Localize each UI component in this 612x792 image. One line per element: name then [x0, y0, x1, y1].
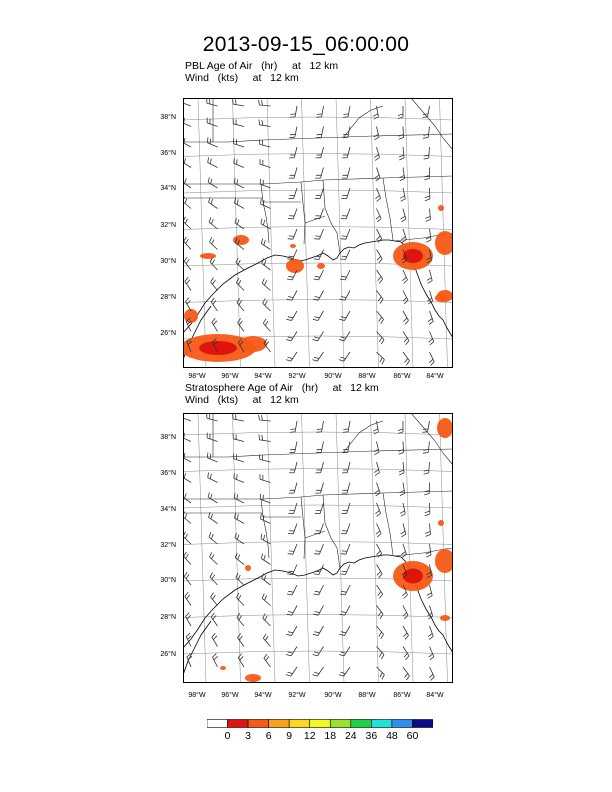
panel2-title-line1: Stratosphere Age of Air (hr) at 12 km: [185, 382, 379, 394]
wind-barb: [263, 299, 271, 311]
wind-barb: [343, 442, 351, 453]
panel1-map: [183, 98, 453, 368]
wind-barb: [211, 593, 218, 606]
panel2-lon-label: 94°W: [254, 692, 272, 699]
wind-barb: [342, 168, 350, 179]
wind-barb: [183, 217, 191, 229]
wind-barb: [403, 606, 408, 619]
wind-barb: [426, 229, 431, 242]
wind-barb: [427, 585, 432, 598]
colorbar-swatch: [269, 720, 290, 728]
wind-barb: [234, 473, 244, 482]
wind-barb: [183, 512, 191, 524]
wind-barb: [316, 421, 323, 432]
wind-barb: [339, 352, 350, 361]
colorbar-swatch: [412, 720, 433, 728]
wind-barb: [238, 633, 245, 646]
wind-barb: [263, 614, 271, 626]
wind-barb: [290, 421, 297, 432]
colorbar-swatch: [310, 720, 331, 728]
wind-barb: [399, 147, 404, 160]
wind-barb: [403, 647, 409, 660]
wind-barb: [261, 534, 271, 544]
wind-barb: [428, 626, 433, 640]
wind-barb: [403, 667, 410, 680]
wind-barb: [209, 217, 218, 229]
graticule: [183, 413, 453, 683]
wind-barb: [424, 147, 430, 159]
wind-barb: [208, 177, 217, 188]
wind-barb: [186, 613, 192, 626]
wind-barb: [312, 667, 323, 676]
wind-barb: [316, 462, 324, 473]
wind-barb: [316, 106, 323, 117]
panel1-lat-label: 34°N: [160, 185, 176, 192]
wind-barb: [236, 593, 244, 606]
wind-barb: [212, 633, 218, 646]
colorbar-tick-label: 18: [324, 730, 337, 742]
wind-barb: [314, 565, 324, 575]
wind-barb: [424, 462, 430, 474]
wind-barb: [403, 311, 409, 324]
wind-barb: [341, 209, 350, 219]
wind-barb: [236, 278, 244, 291]
wind-barb: [377, 565, 383, 578]
wind-barb: [314, 270, 324, 280]
panel2-lat-label: 38°N: [160, 434, 176, 441]
panel1-lon-label: 94°W: [254, 373, 272, 380]
wind-barb: [376, 209, 381, 222]
panel1-lat-label: 36°N: [160, 150, 176, 157]
wind-barb: [423, 442, 430, 454]
wind-barb: [183, 432, 191, 442]
wind-barb: [375, 168, 380, 181]
wind-barb: [237, 613, 244, 626]
colorbar-swatch: [330, 720, 351, 728]
wind-barb: [287, 250, 297, 260]
wind-barb: [287, 291, 297, 301]
wind-barb: [264, 654, 271, 667]
panel2-lon-label: 92°W: [288, 692, 306, 699]
panel2-lat-label: 36°N: [160, 470, 176, 477]
panel2-title-line2: Wind (kts) at 12 km: [185, 394, 299, 406]
colorbar-tick-label: 24: [344, 730, 357, 742]
wind-barb: [233, 99, 244, 106]
age-of-air-shading: [220, 418, 453, 682]
wind-barb: [290, 127, 298, 138]
wind-barb: [313, 606, 323, 616]
wind-barb: [289, 462, 297, 473]
wind-barb: [263, 319, 270, 332]
wind-barb: [259, 415, 271, 421]
wind-barb: [234, 178, 244, 188]
wind-barb: [314, 544, 323, 554]
panel1-title-line1: PBL Age of Air (hr) at 12 km: [185, 60, 339, 72]
wind-barb: [213, 654, 218, 667]
wind-barb: [184, 552, 191, 565]
wind-barb: [341, 503, 350, 514]
colorbar-tick-label: 60: [406, 730, 419, 742]
colorbar-swatch: [248, 720, 269, 728]
wind-barb: [398, 421, 403, 434]
wind-barb: [287, 606, 297, 616]
wind-barb: [259, 139, 270, 147]
wind-barb: [316, 127, 324, 138]
wind-barb: [313, 291, 323, 301]
wind-barb: [374, 147, 379, 160]
wind-barb: [234, 493, 244, 503]
colorbar-tick-label: 48: [386, 730, 398, 742]
wind-barb: [211, 298, 217, 311]
colorbar-swatch: [207, 720, 228, 728]
wind-barb: [315, 503, 324, 514]
wind-barb: [259, 120, 271, 127]
wind-barb: [211, 613, 217, 626]
wind-barb: [184, 237, 191, 250]
wind-barb: [233, 119, 244, 127]
panel2-lat-label: 28°N: [160, 614, 176, 621]
wind-barb: [261, 514, 271, 524]
panel1-lat-label: 26°N: [160, 330, 176, 337]
wind-barb: [398, 106, 403, 119]
wind-barb: [262, 259, 271, 271]
wind-barb: [314, 250, 324, 260]
wind-barb: [424, 168, 429, 180]
wind-barb: [342, 483, 350, 494]
wind-barb: [429, 352, 434, 365]
wind-barb: [185, 592, 191, 605]
colorbar-swatch: [351, 720, 372, 728]
wind-barb: [423, 127, 430, 139]
panel1-lat-label: 38°N: [160, 114, 176, 121]
wind-barb: [261, 239, 270, 250]
colorbar-tick-label: 6: [265, 730, 272, 742]
wind-barb: [341, 188, 350, 199]
wind-barb: [374, 442, 379, 455]
panel2-lon-label: 96°W: [221, 692, 239, 699]
wind-barb: [290, 442, 298, 453]
wind-barb: [235, 553, 244, 565]
wind-barb: [341, 524, 350, 534]
wind-barb: [313, 626, 324, 636]
wind-barb: [341, 229, 350, 239]
wind-barb: [187, 654, 192, 668]
wind-barb: [339, 311, 350, 321]
wind-barb: [403, 291, 408, 304]
panel1-lat-label: 32°N: [160, 222, 176, 229]
wind-barb: [183, 98, 191, 106]
wind-barb: [288, 503, 297, 514]
panel2-lat-label: 30°N: [160, 577, 176, 584]
wind-barb: [377, 626, 384, 639]
wind-barb: [315, 188, 324, 199]
panel1-lat-label: 28°N: [160, 294, 176, 301]
wind-barb: [261, 554, 270, 565]
colorbar-tick-label: 36: [365, 730, 378, 742]
wind-barb: [374, 462, 379, 475]
wind-barb: [400, 503, 405, 516]
colorbar-swatch: [392, 720, 413, 728]
wind-barb: [425, 209, 430, 222]
wind-barb: [234, 453, 245, 462]
wind-barb: [400, 188, 405, 201]
wind-barb: [340, 606, 350, 616]
wind-barb: [312, 352, 323, 361]
panel1-lon-label: 96°W: [221, 373, 239, 380]
panel1-lon-label: 86°W: [393, 373, 411, 380]
wind-barb: [212, 318, 218, 331]
wind-barb: [288, 544, 297, 554]
panel2-lat-label: 34°N: [160, 506, 176, 513]
wind-barb: [183, 413, 191, 421]
wind-barb: [183, 532, 191, 544]
wind-barb: [287, 565, 297, 575]
panel2-lat-label: 32°N: [160, 542, 176, 549]
wind-barb: [207, 98, 218, 106]
wind-barb: [183, 157, 191, 168]
wind-barb: [374, 127, 379, 140]
wind-barb: [343, 127, 351, 138]
wind-barb: [425, 524, 430, 537]
wind-barb: [402, 270, 407, 284]
wind-barb: [289, 168, 297, 179]
wind-barb: [403, 332, 409, 345]
wind-barb: [425, 503, 430, 516]
wind-barb: [185, 277, 191, 290]
wind-barb: [259, 435, 271, 442]
wind-barb: [403, 352, 410, 365]
wind-barb: [426, 544, 431, 557]
graticule: [183, 98, 453, 368]
wind-barb: [400, 168, 405, 181]
wind-barb: [289, 147, 297, 158]
panel1-lat-label: 30°N: [160, 258, 176, 265]
wind-barb: [208, 492, 217, 503]
wind-barb: [401, 209, 406, 222]
wind-barb: [237, 298, 244, 311]
wind-barb: [287, 585, 297, 595]
wind-barb: [210, 237, 218, 249]
panel1-lon-label: 92°W: [288, 373, 306, 380]
wind-barb: [183, 197, 191, 209]
panel1-lon-label: 90°W: [324, 373, 342, 380]
wind-barb: [207, 413, 218, 421]
wind-barb: [288, 188, 297, 199]
wind-barb: [399, 127, 404, 140]
wind-barb: [186, 298, 192, 311]
panel2-lon-label: 98°W: [188, 692, 206, 699]
wind-barb: [208, 157, 218, 167]
wind-barb: [376, 524, 381, 537]
wind-barb: [377, 585, 383, 598]
panel1-title-line2: Wind (kts) at 12 km: [185, 72, 299, 84]
wind-barb: [210, 257, 218, 270]
panel2-lon-label: 86°W: [393, 692, 411, 699]
wind-barb: [400, 483, 405, 496]
wind-barb: [208, 472, 218, 482]
wind-barb: [288, 209, 297, 219]
panel2-lon-label: 84°W: [426, 692, 444, 699]
wind-barb: [184, 257, 191, 270]
wind-barb: [316, 442, 324, 453]
colorbar-tick-label: 9: [286, 730, 293, 742]
wind-barb: [342, 147, 350, 158]
wind-barb: [313, 311, 324, 321]
wind-barb: [403, 626, 409, 639]
wind-barb: [286, 626, 297, 636]
map-canvas: [183, 413, 453, 683]
colorbar-swatch: [289, 720, 310, 728]
figure-title: 2013-09-15_06:00:00: [202, 33, 410, 56]
wind-barb: [261, 199, 271, 209]
wind-barb: [262, 594, 270, 606]
wind-barb: [290, 106, 297, 117]
wind-barb: [428, 311, 433, 325]
wind-barb: [314, 585, 324, 595]
wind-barb: [234, 158, 244, 167]
wind-barb: [238, 654, 244, 667]
wind-barb: [184, 572, 191, 585]
wind-barb: [399, 442, 404, 455]
colorbar-tick-label: 0: [224, 730, 231, 742]
wind-barb: [343, 421, 350, 432]
wind-barb: [315, 483, 323, 494]
wind-barb: [343, 106, 350, 117]
wind-barb: [209, 197, 218, 208]
wind-barb: [209, 512, 218, 523]
wind-barb: [315, 168, 323, 179]
map-frame: [184, 99, 453, 368]
wind-barb: [425, 188, 430, 201]
wind-barb: [340, 291, 350, 301]
wind-barb: [259, 454, 270, 462]
colorbar-tick-label: 12: [303, 730, 316, 742]
wind-barb: [377, 291, 384, 304]
wind-barb: [375, 188, 380, 202]
wind-barb: [375, 503, 380, 517]
panel1-lon-label: 88°W: [358, 373, 376, 380]
wind-barb: [401, 524, 406, 537]
wind-barb: [183, 117, 191, 127]
colorbar-tick-label: 3: [245, 730, 251, 742]
wind-barb: [238, 318, 245, 331]
wind-barb: [377, 352, 385, 364]
wind-barb: [233, 414, 244, 421]
wind-barb: [234, 138, 245, 147]
wind-barb: [377, 667, 385, 679]
wind-barb: [183, 177, 191, 188]
wind-barb: [286, 311, 297, 321]
wind-barb: [377, 606, 384, 619]
wind-barb: [209, 532, 218, 544]
wind-barb: [233, 434, 244, 442]
wind-barb: [339, 626, 350, 636]
wind-barb: [427, 270, 432, 283]
wind-barb: [183, 472, 191, 483]
wind-barb: [377, 250, 383, 263]
wind-barb: [289, 483, 297, 494]
wind-barb: [262, 279, 270, 291]
wind-barb: [263, 634, 270, 647]
wind-barb: [288, 524, 297, 534]
wind-barb: [259, 100, 271, 106]
wind-barb: [286, 352, 297, 361]
panel2-lon-label: 88°W: [358, 692, 376, 699]
wind-barb: [316, 147, 324, 158]
wind-barb: [210, 552, 218, 564]
wind-barb: [424, 483, 429, 495]
panel2-lon-label: 90°W: [324, 692, 342, 699]
wind-barb: [288, 229, 297, 239]
wind-barb: [429, 667, 434, 680]
map-canvas: [183, 98, 453, 368]
colorbar-swatch: [371, 720, 392, 728]
wind-barb: [342, 462, 350, 473]
wind-barb: [210, 572, 218, 585]
wind-barb: [341, 544, 350, 554]
wind-barb: [377, 270, 383, 283]
wind-barb: [261, 219, 271, 229]
wind-barb: [339, 667, 350, 676]
panel2-lat-label: 26°N: [160, 651, 176, 658]
panel2-map: [183, 413, 453, 683]
wind-barb: [399, 462, 404, 475]
wind-barb: [377, 311, 384, 324]
panel1-lon-label: 98°W: [188, 373, 206, 380]
wind-barb: [183, 492, 191, 503]
wind-barb: [211, 278, 218, 291]
colorbar-swatch: [228, 720, 249, 728]
wind-barb: [314, 229, 323, 239]
wind-barb: [375, 483, 380, 496]
wind-barb: [286, 667, 297, 676]
panel1-lon-label: 84°W: [426, 373, 444, 380]
wind-barb: [262, 574, 271, 586]
map-frame: [184, 414, 453, 683]
